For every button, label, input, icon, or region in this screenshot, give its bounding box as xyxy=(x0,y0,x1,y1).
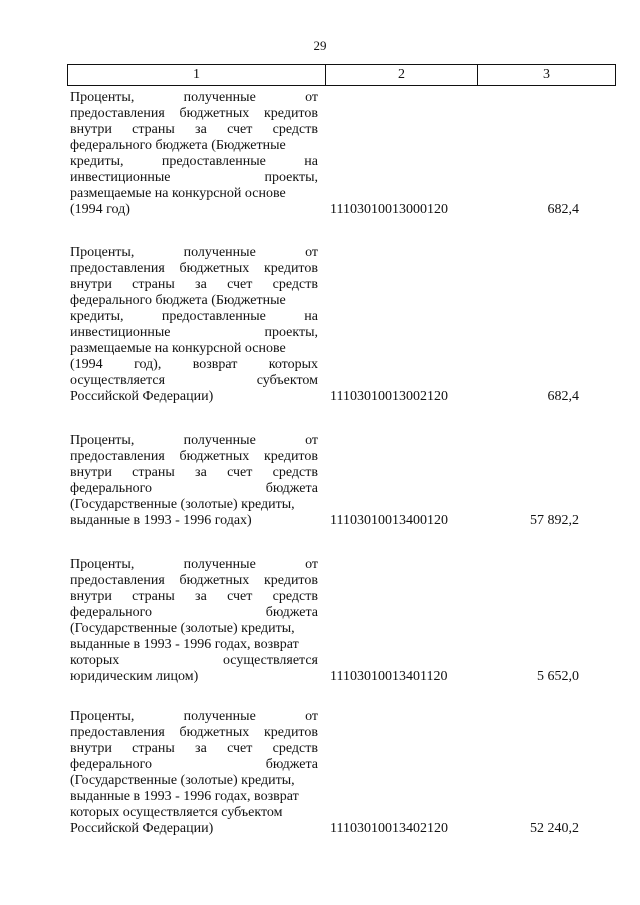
description-word: Проценты, xyxy=(70,709,135,724)
description-word: (1994 xyxy=(70,357,103,372)
header-col-2: 2 xyxy=(326,65,478,85)
row-code: 11103010013002120 xyxy=(330,389,448,404)
description-word: бюджета xyxy=(265,757,318,772)
header-col-3: 3 xyxy=(543,67,550,82)
page-number: 29 xyxy=(313,38,327,53)
description-line xyxy=(70,245,318,261)
description-word: полученные xyxy=(183,557,256,572)
description-word: кредитов xyxy=(263,725,318,740)
description-line xyxy=(70,106,318,122)
row-code: 11103010013400120 xyxy=(330,513,448,528)
description-word: кредитов xyxy=(263,573,318,588)
description-word: предоставленные xyxy=(161,309,266,324)
description-line xyxy=(70,669,318,685)
description-word: осуществляется xyxy=(70,373,166,388)
description-line xyxy=(70,481,318,497)
description-word: счет xyxy=(227,741,253,756)
description-line xyxy=(70,757,318,773)
description-line xyxy=(70,513,318,529)
description-word: внутри xyxy=(70,741,112,756)
row-description xyxy=(70,90,318,218)
description-word: федерального xyxy=(70,481,153,496)
description-word: Российской Федерации) xyxy=(70,821,214,836)
description-line xyxy=(70,202,318,218)
description-word: федерального бюджета (Бюджетные xyxy=(70,293,286,308)
description-line xyxy=(70,589,318,605)
description-word: от xyxy=(305,433,318,448)
description-line xyxy=(70,122,318,138)
description-word: кредитов xyxy=(263,106,318,121)
description-word: за xyxy=(195,122,207,137)
description-line xyxy=(70,449,318,465)
description-word: инвестиционные xyxy=(70,325,171,340)
description-word: за xyxy=(195,741,207,756)
description-word: страны xyxy=(132,122,175,137)
description-word: средств xyxy=(272,277,318,292)
row-description xyxy=(70,709,318,837)
description-word: проекты, xyxy=(264,325,318,340)
description-line xyxy=(70,138,318,154)
description-word: предоставления xyxy=(70,106,165,121)
description-line xyxy=(70,789,318,805)
description-line xyxy=(70,90,318,106)
description-line xyxy=(70,653,318,669)
row-description xyxy=(70,557,318,685)
description-word: размещаемые на конкурсной основе xyxy=(70,341,286,356)
description-word: счет xyxy=(227,465,253,480)
description-line xyxy=(70,433,318,449)
description-word: средств xyxy=(272,589,318,604)
description-word: средств xyxy=(272,465,318,480)
description-word: внутри xyxy=(70,589,112,604)
description-word: предоставленные xyxy=(161,154,266,169)
table-header xyxy=(67,64,616,86)
description-line xyxy=(70,497,318,513)
description-word: внутри xyxy=(70,122,112,137)
description-line xyxy=(70,357,318,373)
description-word: за xyxy=(195,465,207,480)
description-word: кредитов xyxy=(263,449,318,464)
description-line xyxy=(70,373,318,389)
row-code: 11103010013402120 xyxy=(330,821,448,836)
description-word: Проценты, xyxy=(70,557,135,572)
description-line xyxy=(70,465,318,481)
description-word: юридическим лицом) xyxy=(70,669,199,684)
description-word: (Государственные (золотые) кредиты, xyxy=(70,497,295,512)
description-word: полученные xyxy=(183,90,256,105)
description-word: внутри xyxy=(70,277,112,292)
description-word: бюджетных xyxy=(179,573,250,588)
description-word: за xyxy=(195,589,207,604)
description-word: средств xyxy=(272,741,318,756)
description-word: полученные xyxy=(183,433,256,448)
description-line xyxy=(70,821,318,837)
description-word: страны xyxy=(132,741,175,756)
description-word: которых xyxy=(70,653,120,668)
description-word: возврат xyxy=(192,357,238,372)
description-line xyxy=(70,557,318,573)
description-line xyxy=(70,170,318,186)
description-word: федерального бюджета (Бюджетные xyxy=(70,138,286,153)
description-word: выданные в 1993 - 1996 годах) xyxy=(70,513,252,528)
description-word: предоставления xyxy=(70,573,165,588)
description-word: федерального xyxy=(70,605,153,620)
description-word: страны xyxy=(132,589,175,604)
description-word: размещаемые на конкурсной основе xyxy=(70,186,286,201)
description-word: год), xyxy=(134,357,162,372)
description-word: от xyxy=(305,245,318,260)
description-line xyxy=(70,773,318,789)
row-amount: 57 892,2 xyxy=(530,513,579,528)
row-description xyxy=(70,245,318,405)
description-line xyxy=(70,341,318,357)
description-word: выданные в 1993 - 1996 годах, возврат xyxy=(70,637,299,652)
row-amount: 682,4 xyxy=(547,389,579,404)
description-word: средств xyxy=(272,122,318,137)
description-word: страны xyxy=(132,465,175,480)
description-word: которых xyxy=(268,357,318,372)
description-word: от xyxy=(305,90,318,105)
row-code: 11103010013401120 xyxy=(330,669,448,684)
description-word: Проценты, xyxy=(70,245,135,260)
description-line xyxy=(70,637,318,653)
description-line xyxy=(70,277,318,293)
row-amount: 682,4 xyxy=(547,202,579,217)
description-line xyxy=(70,573,318,589)
description-line xyxy=(70,293,318,309)
description-word: субъектом xyxy=(256,373,318,388)
description-word: бюджетных xyxy=(179,449,250,464)
description-word: за xyxy=(195,277,207,292)
description-line xyxy=(70,154,318,170)
row-code: 11103010013000120 xyxy=(330,202,448,217)
description-word: полученные xyxy=(183,709,256,724)
description-word: на xyxy=(304,154,318,169)
description-word: на xyxy=(304,309,318,324)
description-word: счет xyxy=(227,277,253,292)
description-word: внутри xyxy=(70,465,112,480)
description-word: счет xyxy=(227,122,253,137)
description-line xyxy=(70,709,318,725)
description-word: от xyxy=(305,709,318,724)
description-word: счет xyxy=(227,589,253,604)
description-word: Российской Федерации) xyxy=(70,389,214,404)
description-line xyxy=(70,309,318,325)
description-word: (Государственные (золотые) кредиты, xyxy=(70,773,295,788)
description-word: бюджетных xyxy=(179,725,250,740)
description-line xyxy=(70,605,318,621)
description-line xyxy=(70,261,318,277)
description-word: (Государственные (золотые) кредиты, xyxy=(70,621,295,636)
description-word: бюджета xyxy=(265,481,318,496)
description-word: полученные xyxy=(183,245,256,260)
header-col-1: 1 xyxy=(68,65,326,85)
description-word: (1994 год) xyxy=(70,202,130,217)
description-word: бюджета xyxy=(265,605,318,620)
description-word: бюджетных xyxy=(179,261,250,276)
description-word: инвестиционные xyxy=(70,170,171,185)
description-word: бюджетных xyxy=(179,106,250,121)
description-word: федерального xyxy=(70,757,153,772)
description-word: Проценты, xyxy=(70,433,135,448)
description-word: кредиты, xyxy=(70,154,124,169)
description-line xyxy=(70,805,318,821)
description-word: предоставления xyxy=(70,261,165,276)
description-word: от xyxy=(305,557,318,572)
description-word: выданные в 1993 - 1996 годах, возврат xyxy=(70,789,299,804)
description-word: осуществляется xyxy=(222,653,318,668)
description-line xyxy=(70,741,318,757)
description-word: предоставления xyxy=(70,725,165,740)
description-word: предоставления xyxy=(70,449,165,464)
description-word: кредитов xyxy=(263,261,318,276)
row-amount: 52 240,2 xyxy=(530,821,579,836)
description-word: проекты, xyxy=(264,170,318,185)
description-line xyxy=(70,389,318,405)
description-word: Проценты, xyxy=(70,90,135,105)
description-line xyxy=(70,725,318,741)
description-line xyxy=(70,325,318,341)
description-line xyxy=(70,621,318,637)
description-word: страны xyxy=(132,277,175,292)
description-line xyxy=(70,186,318,202)
row-amount: 5 652,0 xyxy=(537,669,579,684)
description-word: кредиты, xyxy=(70,309,124,324)
description-word: которых осуществляется субъектом xyxy=(70,805,283,820)
row-description xyxy=(70,433,318,529)
